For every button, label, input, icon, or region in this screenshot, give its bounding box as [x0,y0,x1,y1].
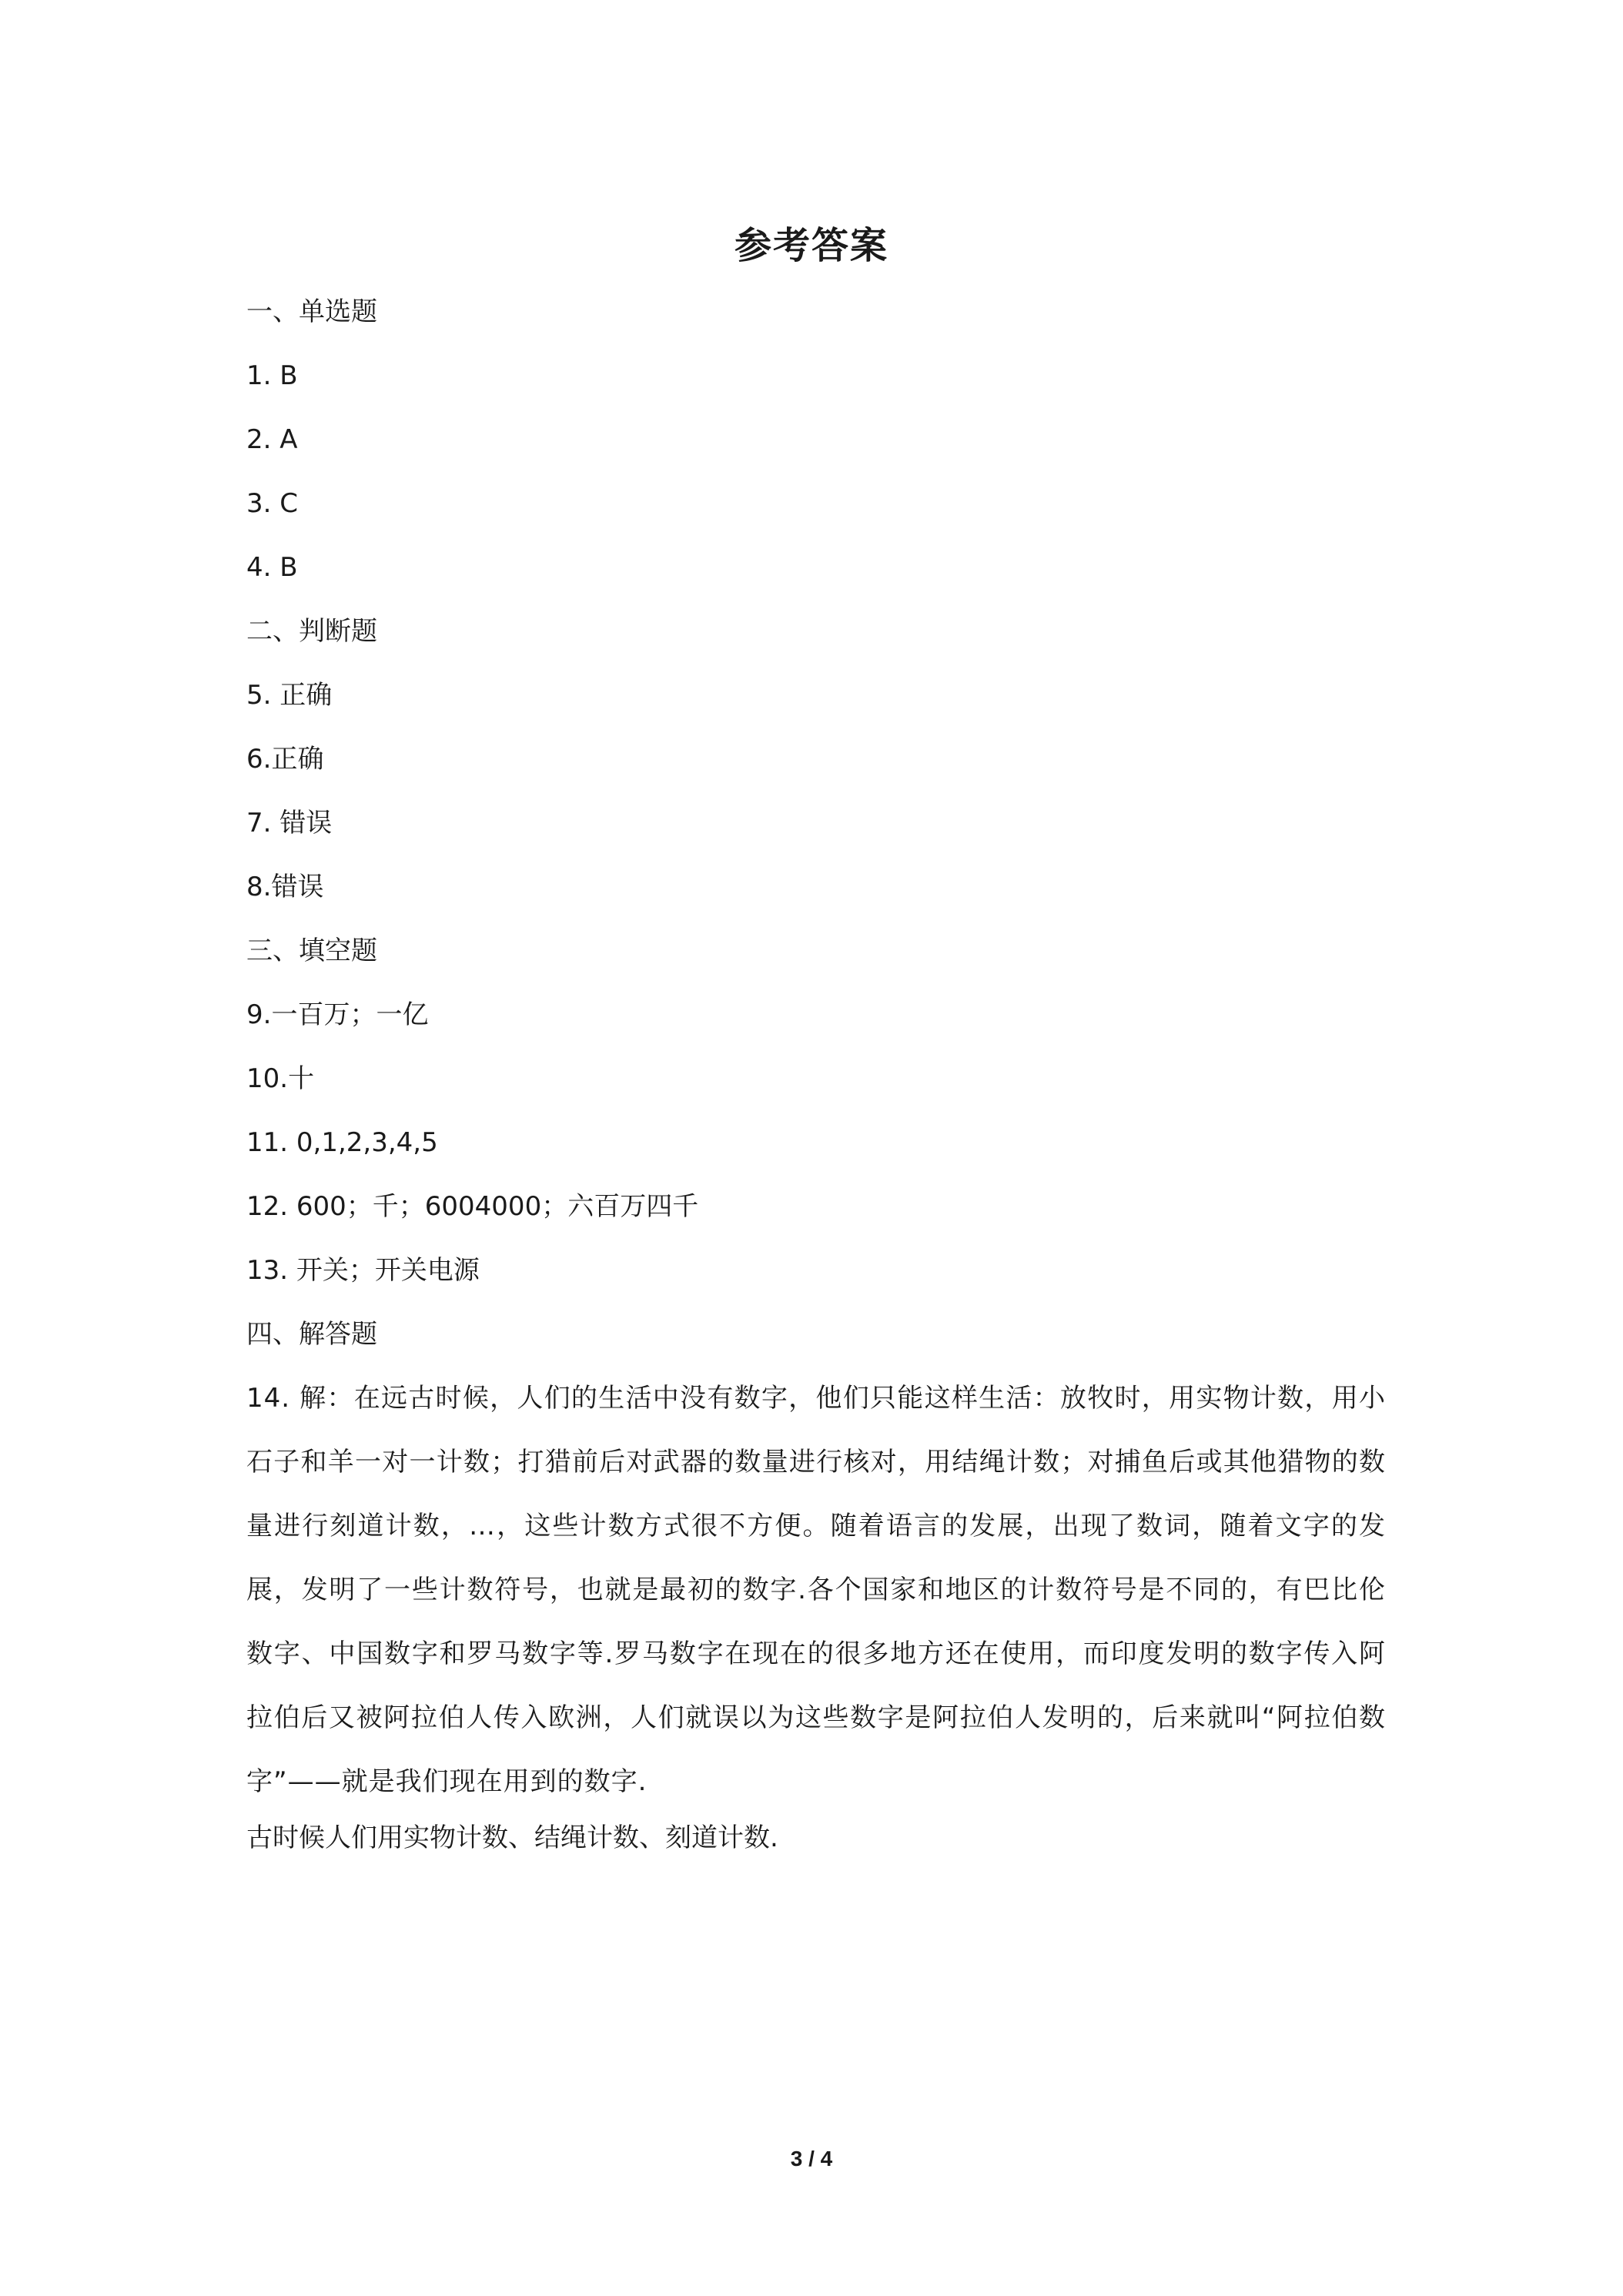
section-heading-fill-blank: 三、填空题 [246,935,377,966]
answer-11: 11. 0,1,2,3,4,5 [246,1127,438,1158]
answer-1: 1. B [246,360,298,391]
answer-13: 13. 开关；开关电源 [246,1255,480,1286]
page-number: 3 / 4 [790,2147,833,2170]
answer-10: 10.十 [246,1063,315,1094]
answer-2: 2. A [246,424,298,455]
answer-content [246,294,1386,1856]
section-heading-solve: 四、解答题 [246,1319,377,1350]
answer-6: 6.正确 [246,744,324,775]
answer-8: 8.错误 [246,872,324,902]
page-title: 参考答案 [734,224,888,267]
answer-12: 12. 600；千；6004000；六百万四千 [246,1191,699,1222]
answer-4: 4. B [246,552,298,583]
answer-14-summary: 古时候人们用实物计数、结绳计数、刻道计数. [246,1822,778,1853]
answer-7: 7. 错误 [246,808,333,838]
section-heading-single-choice: 一、单选题 [246,296,377,327]
answer-3: 3. C [246,488,298,519]
answer-5: 5. 正确 [246,680,333,711]
answer-14: 14. 解：在远古时候，人们的生活中没有数字，他们只能这样生活：放牧时，用实物计数，用小石子和羊一对一计数；打猎前后对武器的数量进行核对，用结绳计数；对捕鱼后或其他猎物的数量进行刻道计数，…，这些计数方式很不方便。随着语言的发展，出现了数词，随着文字的发展，发明了一些计数符号，也就是最初的数字.各个国家和地区的计数符号是不同的，有巴比伦数字、中国数字和罗马数字等.罗马数字在现在的很多地方还在使用，而印度发明的数字传入阿拉伯后又被阿拉伯人传入欧洲，人们就误以为这些数字是阿拉伯人发明的，后来就叫“阿拉伯数字”——就是我们现在用到的数字. [246,1383,1386,1797]
answer-9: 9.一百万；一亿 [246,999,429,1030]
section-heading-true-false: 二、判断题 [246,616,377,647]
